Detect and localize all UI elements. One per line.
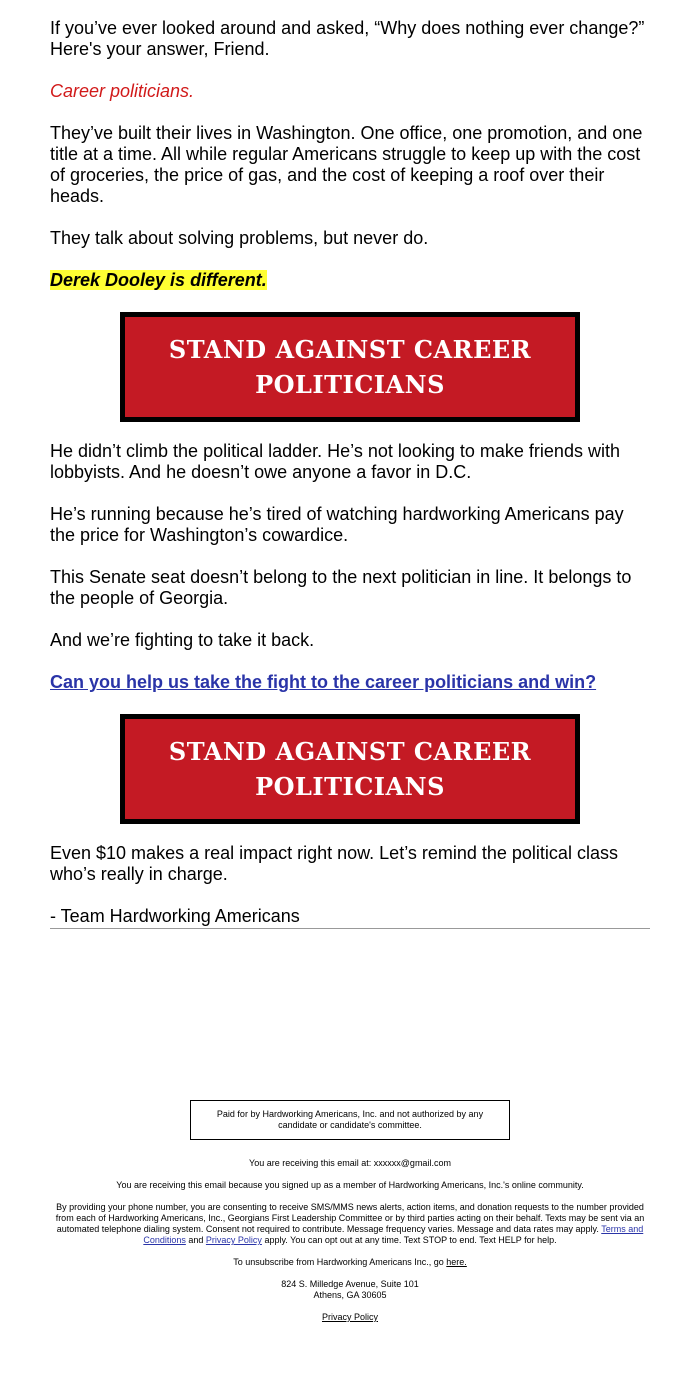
- unsubscribe-link[interactable]: here.: [446, 1257, 467, 1267]
- and-word: and: [188, 1235, 204, 1245]
- receiving-prefix: You are receiving this email at:: [249, 1158, 372, 1168]
- signature: - Team Hardworking Americans: [50, 906, 300, 926]
- stand-against-banner-bottom[interactable]: [120, 714, 580, 824]
- email-footer: [50, 1100, 650, 1334]
- terms-link[interactable]: Terms and Conditions: [143, 1224, 644, 1245]
- address: [50, 1279, 650, 1301]
- address-line-2: Athens, GA 30605: [313, 1290, 387, 1300]
- banner-line-1: STAND AGAINST CAREER: [168, 737, 532, 766]
- sms-text-1: By providing your phone number, you are consenting to receive SMS/MMS news alerts, action items, and donation requests to the number provided from each of Hardworking Americans, Inc., Georgians First Leadership Committee or by third parties acting on their behalf. Texts may be sent via an automated telephone dialing system. Consent not required to contribute. Message frequency varies. Message and data rates may apply.: [55, 1202, 645, 1234]
- sms-text-2: apply. You can opt out at any time. Text STOP to end. Text HELP for help.: [264, 1235, 557, 1245]
- unsubscribe-line: [50, 1257, 650, 1268]
- cta-paragraph: [50, 672, 650, 693]
- ladder-paragraph: He didn’t climb the political ladder. He’s not looking to make friends with lobbyists. And he doesn’t owe anyone a favor in D.C.: [50, 441, 620, 482]
- privacy-link-inline[interactable]: Privacy Policy: [205, 1235, 262, 1245]
- sms-consent: [50, 1202, 650, 1246]
- receiving-email-line: [50, 1158, 650, 1169]
- address-line-1: 824 S. Milledge Avenue, Suite 101: [281, 1279, 419, 1289]
- dooley-line: [50, 270, 650, 291]
- banner-line-2: POLITICIANS: [255, 370, 445, 399]
- ten-dollar-paragraph: Even $10 makes a real impact right now. Let’s remind the political class who’s really in charge.: [50, 843, 618, 884]
- paid-for-box: [190, 1100, 510, 1140]
- stand-against-banner-top[interactable]: [120, 312, 580, 422]
- banner-line-1: STAND AGAINST CAREER: [168, 335, 532, 364]
- unsubscribe-prefix: To unsubscribe from Hardworking Americans Inc., go: [233, 1257, 444, 1267]
- running-paragraph: He’s running because he’s tired of watching hardworking Americans pay the price for Washington’s cowardice.: [50, 504, 624, 545]
- dooley-highlight: Derek Dooley is different.: [50, 270, 267, 290]
- privacy-policy-line: [50, 1312, 650, 1323]
- recipient-email: xxxxxx@gmail.com: [373, 1158, 451, 1168]
- banner-line-2: POLITICIANS: [255, 772, 445, 801]
- paid-for-text: Paid for by Hardworking Americans, Inc. and not authorized by any candidate or candidate's committee.: [216, 1109, 484, 1130]
- email-body: [50, 18, 650, 948]
- signed-up-line: You are receiving this email because you signed up as a member of Hardworking Americans, Inc.'s online community.: [116, 1180, 584, 1190]
- washington-paragraph: They’ve built their lives in Washington. One office, one promotion, and one title at a time. All while regular Americans struggle to keep up with the cost of groceries, the price of gas, and the cost of keeping a roof over their heads.: [50, 123, 643, 206]
- intro-paragraph: If you’ve ever looked around and asked, “Why does nothing ever change?” Here's your answer, Friend.: [50, 18, 645, 59]
- divider: [50, 928, 650, 929]
- problems-paragraph: They talk about solving problems, but never do.: [50, 228, 429, 248]
- cta-link[interactable]: Can you help us take the fight to the career politicians and win?: [50, 672, 597, 692]
- senate-seat-paragraph: This Senate seat doesn’t belong to the next politician in line. It belongs to the people of Georgia.: [50, 567, 632, 608]
- privacy-policy-link[interactable]: Privacy Policy: [321, 1312, 378, 1322]
- career-politicians-text: Career politicians.: [50, 81, 195, 101]
- fighting-paragraph: And we’re fighting to take it back.: [50, 630, 315, 650]
